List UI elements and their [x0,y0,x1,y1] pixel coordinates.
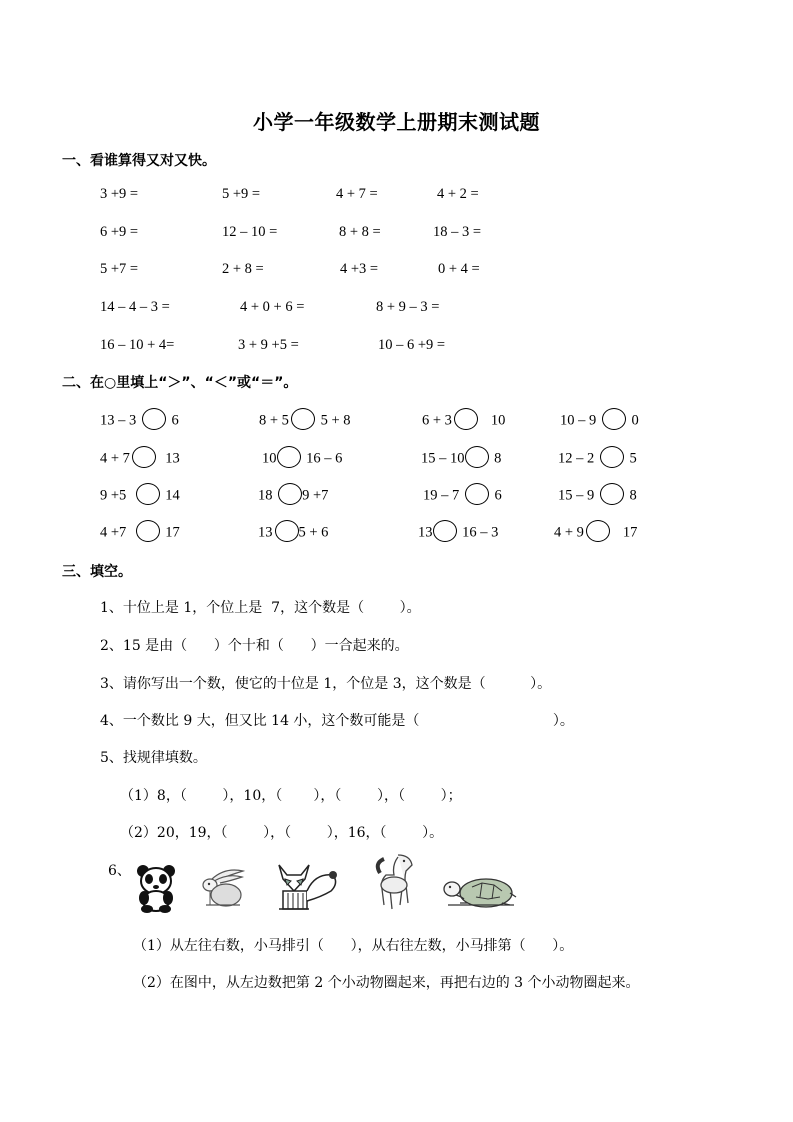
comparison [421,448,501,470]
comparison-right: 6 [494,487,502,504]
fox-icon [275,861,340,911]
comparison-left: 10 [262,450,277,467]
answer-circle[interactable] [600,483,624,505]
answer-circle[interactable] [465,483,489,505]
problem: 14 – 4 – 3 = [100,299,170,315]
comparison [262,448,342,470]
answer-circle[interactable] [132,446,156,468]
comparison-right: 17 [165,524,180,541]
problem: 4 + 2 = [437,186,479,202]
comparison-right: 5 + 8 [320,412,351,429]
comparison [259,410,351,432]
comparison-left: 18 [258,487,273,504]
comparison-right: 8 [629,487,637,504]
comparison-left: 8 + 5 [259,412,289,429]
comparison-right: 14 [165,487,180,504]
comparison [100,410,179,432]
problem: 5 +7 = [100,261,139,277]
comparison-left: 13 [418,524,433,541]
comparison [258,485,328,507]
comparison-right: 6 [171,412,179,429]
answer-circle[interactable] [278,483,302,505]
comparison-left: 4 +7 [100,524,127,541]
problem: 8 + 8 = [339,224,381,240]
rabbit-icon [200,865,245,910]
comparison-left: 4 + 9 [554,524,584,541]
section-1-heading: 一、看谁算得又对又快。 [62,153,216,169]
comparison-left: 4 + 7 [100,450,130,467]
answer-circle[interactable] [275,520,299,542]
answer-circle[interactable] [602,408,626,430]
answer-circle[interactable] [136,483,160,505]
problem: 16 – 10 + 4= [100,337,175,353]
answer-circle[interactable] [433,520,457,542]
comparison [558,448,637,470]
problem: 2 + 8 = [222,261,264,277]
answer-circle[interactable] [454,408,478,430]
section-2-heading: 二、在○里填上“＞”、“＜”或“＝”。 [62,375,298,391]
question-6: 6、 [108,863,131,879]
comparison [100,485,180,507]
comparison-left: 10 – 9 [560,412,597,429]
answer-circle[interactable] [142,408,166,430]
comparison-right: 17 [622,524,638,541]
comparison-left: 12 – 2 [558,450,595,467]
comparison [100,522,180,544]
comparison-right: 5 + 6 [298,524,329,541]
comparison-left: 19 – 7 [423,487,460,504]
comparison-right: 13 [165,450,180,467]
comparison [558,485,637,507]
animal-pictures [135,853,525,918]
comparison-left: 15 – 10 [421,450,465,467]
comparison [423,485,502,507]
problem: 12 – 10 = [222,224,278,240]
answer-circle[interactable] [277,446,301,468]
problem: 3 + 9 +5 = [238,337,299,353]
question-5-part-1: （1）8，（ ），10，（ ），（ ），（ ）； [120,788,462,804]
question-5-part-2: （2）20，19，（ ），（ ），16，（ ）。 [120,825,444,841]
question-6-part-2: （2）在图中，从左边数把第 2 个小动物圈起来，再把右边的 3 个小动物圈起来。 [133,975,640,991]
problem: 18 – 3 = [433,224,482,240]
problem: 3 +9 = [100,186,139,202]
comparison-left: 6 + 3 [422,412,452,429]
page-title: 小学一年级数学上册期末测试题 [253,110,540,134]
comparison-right: 16 – 3 [462,524,499,541]
problem: 6 +9 = [100,224,139,240]
comparison-right: 8 [494,450,502,467]
comparison-left: 13 – 3 [100,412,137,429]
problem: 4 + 7 = [336,186,378,202]
comparison-left: 9 +5 [100,487,127,504]
comparison-right: 5 [629,450,637,467]
comparison-right: 0 [631,412,639,429]
problem: 4 +3 = [340,261,379,277]
comparison [554,522,637,544]
problem: 0 + 4 = [438,261,480,277]
comparison [258,522,328,544]
answer-circle[interactable] [291,408,315,430]
comparison-right: 10 [490,412,506,429]
question-5: 5、找规律填数。 [100,750,207,766]
comparison [418,522,498,544]
answer-circle[interactable] [136,520,160,542]
answer-circle[interactable] [586,520,610,542]
comparison-right: 16 – 6 [306,450,343,467]
comparison [422,410,505,432]
answer-circle[interactable] [600,446,624,468]
comparison [100,448,180,470]
problem: 8 + 9 – 3 = [376,299,440,315]
section-3-heading: 三、填空。 [62,564,132,580]
comparison-left: 15 – 9 [558,487,595,504]
question-2: 2、15 是由（ ）个十和（ ）一合起来的。 [100,638,409,654]
comparison [560,410,639,432]
answer-circle[interactable] [465,446,489,468]
question-4: 4、一个数比 9 大，但又比 14 小，这个数可能是（ ）。 [100,713,574,729]
panda-icon [135,863,177,913]
question-6-part-1: （1）从左往右数，小马排引（ ），从右往左数，小马排第（ ）。 [133,938,574,954]
comparison-right: 9 +7 [302,487,329,504]
comparison-left: 13 [258,524,273,541]
problem: 4 + 0 + 6 = [240,299,305,315]
turtle-icon [442,873,517,911]
horse-icon [370,853,418,913]
question-1: 1、十位上是 1，个位上是 7，这个数是（ ）。 [100,600,421,616]
question-3: 3、请你写出一个数，使它的十位是 1，个位是 3，这个数是（ ）。 [100,676,552,692]
problem: 10 – 6 +9 = [378,337,446,353]
problem: 5 +9 = [222,186,261,202]
